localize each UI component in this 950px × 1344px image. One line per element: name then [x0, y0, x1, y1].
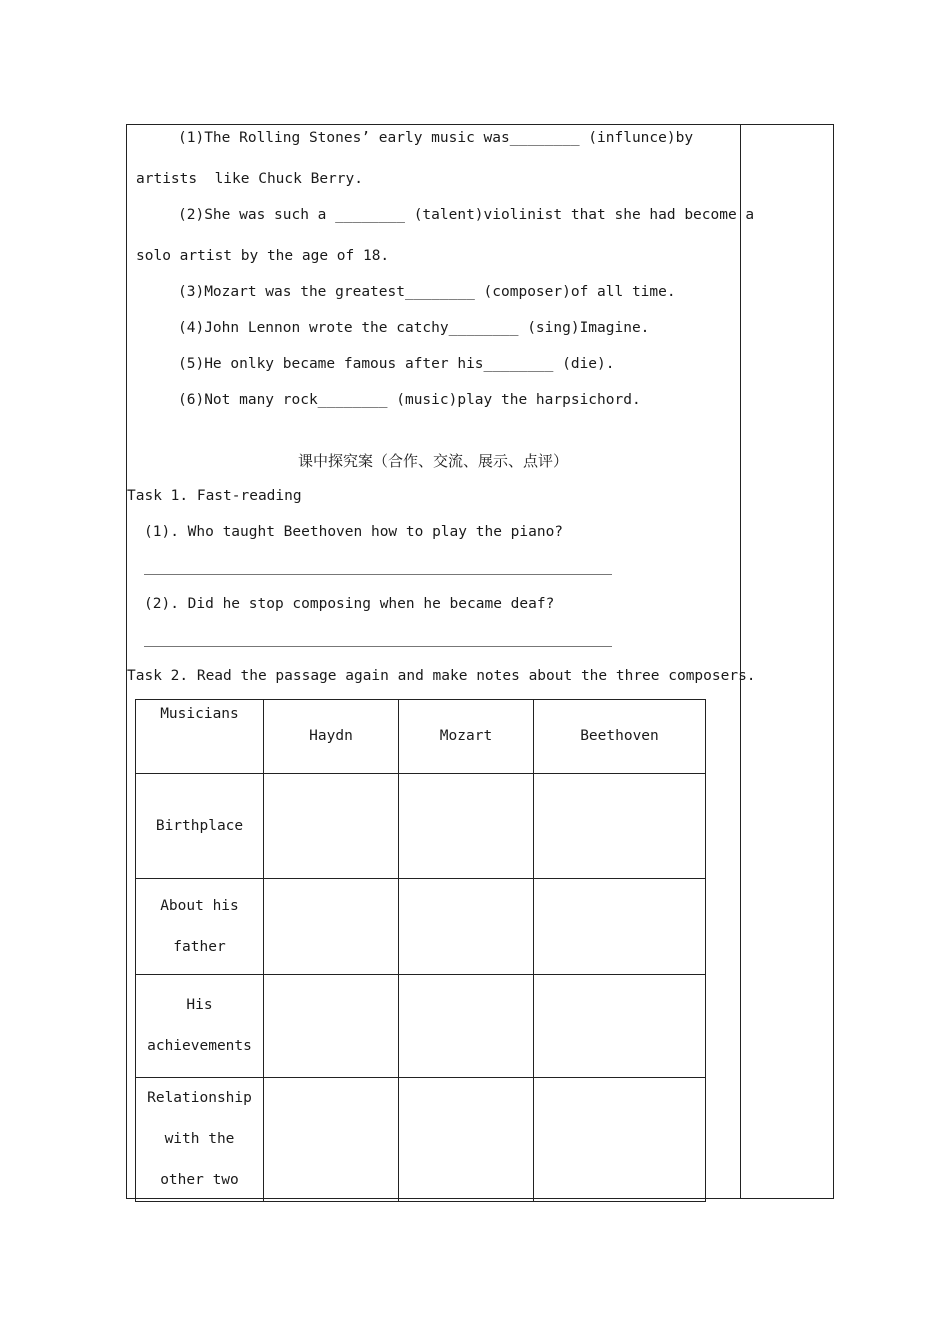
exercise-item-2-line-1: (2)She was such a ________ (talent)violinist that she had become a — [178, 207, 755, 223]
answer-cell[interactable] — [264, 975, 399, 1078]
exercise-item-1-line-1: (1)The Rolling Stones’ early music was________ (influnce)by — [178, 130, 694, 146]
header-beethoven: Beethoven — [534, 700, 706, 774]
row-label-relationship: Relationship with the other two — [136, 1078, 264, 1202]
table-header-row — [136, 700, 706, 774]
header-haydn: Haydn — [264, 700, 399, 774]
table-row — [136, 774, 706, 879]
row-label-about-father: About his father — [136, 879, 264, 975]
answer-cell[interactable] — [534, 975, 706, 1078]
task1-question-1: (1). Who taught Beethoven how to play the piano? — [144, 524, 564, 540]
answer-cell[interactable] — [264, 879, 399, 975]
table-row — [136, 879, 706, 975]
answer-cell[interactable] — [264, 1078, 399, 1202]
header-mozart: Mozart — [399, 700, 534, 774]
answer-cell[interactable] — [399, 774, 534, 879]
answer-cell[interactable] — [534, 879, 706, 975]
row-label-achievements: His achievements — [136, 975, 264, 1078]
answer-cell[interactable] — [534, 774, 706, 879]
exercise-item-2-line-2: solo artist by the age of 18. — [136, 248, 390, 264]
task1-question-2: (2). Did he stop composing when he became deaf? — [144, 596, 555, 612]
header-musicians: Musicians — [136, 700, 264, 774]
exercise-item-4: (4)John Lennon wrote the catchy________ (sing)Imagine. — [178, 320, 650, 336]
exercise-item-6: (6)Not many rock________ (music)play the harpsichord. — [178, 392, 641, 408]
answer-cell[interactable] — [399, 1078, 534, 1202]
table-row — [136, 1078, 706, 1202]
section-heading: 课中探究案（合作、交流、展示、点评） — [297, 452, 568, 470]
answer-cell[interactable] — [399, 975, 534, 1078]
table-row — [136, 975, 706, 1078]
exercise-item-5: (5)He onlky became famous after his________ (die). — [178, 356, 615, 372]
composers-notes-table — [135, 699, 706, 1202]
answer-cell[interactable] — [399, 879, 534, 975]
task1-answer-line-2[interactable] — [144, 646, 612, 647]
right-margin-column-divider — [740, 124, 741, 1199]
task1-title: Task 1. Fast-reading — [127, 488, 302, 504]
answer-cell[interactable] — [264, 774, 399, 879]
row-label-birthplace: Birthplace — [136, 774, 264, 879]
exercise-item-1-line-2: artists like Chuck Berry. — [136, 171, 363, 187]
exercise-item-3: (3)Mozart was the greatest________ (composer)of all time. — [178, 284, 676, 300]
answer-cell[interactable] — [534, 1078, 706, 1202]
task1-answer-line-1[interactable] — [144, 574, 612, 575]
task2-title: Task 2. Read the passage again and make notes about the three composers. — [127, 668, 756, 684]
